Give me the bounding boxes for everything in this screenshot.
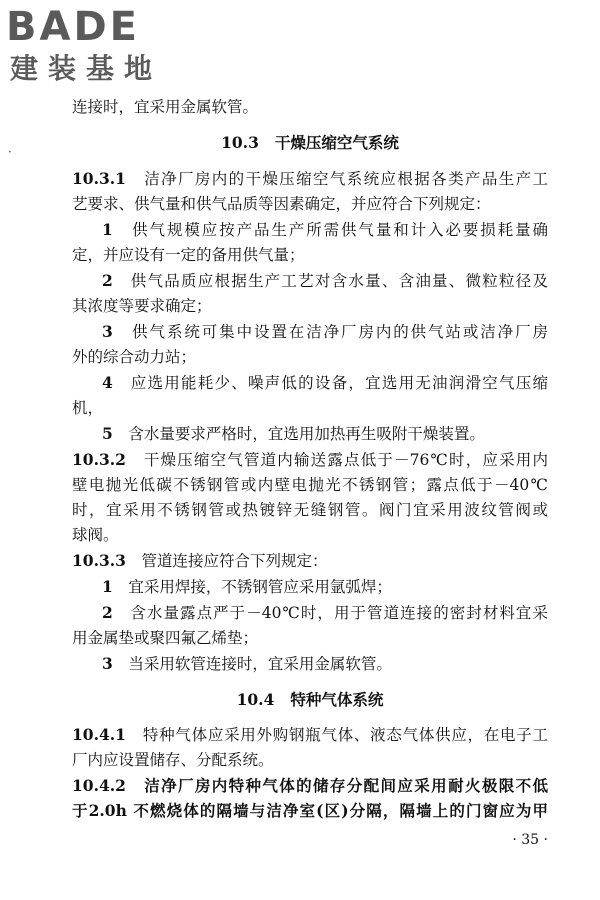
list-item: 2 供气品质应根据生产工艺对含水量、含油量、微粒粒径及 — [102, 271, 548, 290]
list-item: 3 当采用软管连接时，宜采用金属软管。 — [102, 654, 392, 673]
logo-subtitle: 建装基地 — [10, 52, 163, 85]
clause-text-line: 艺要求、供气量和供气品质等因素确定，并应符合下列规定： — [72, 195, 491, 213]
list-item-continuation: 外的综合动力站； — [72, 348, 197, 366]
section-heading-10-3 — [72, 132, 548, 154]
list-item: 1 供气规模应按产品生产所需供气量和计入必要损耗量确 — [102, 220, 548, 239]
continued-line: 连接时，宜采用金属软管。 — [72, 98, 259, 116]
clause-text-line: 壁电抛光低碳不锈钢管或内壁电抛光不锈钢管；露点低于－40℃ — [72, 476, 548, 494]
clause-number: 10.4.1 — [72, 725, 126, 744]
list-item-continuation: 机， — [72, 399, 104, 417]
section-title: 干燥压缩空气系统 — [274, 133, 399, 152]
list-item: 1 宜采用焊接，不锈钢管应采用氩弧焊； — [102, 577, 392, 596]
logo-brand-text: BADE — [6, 4, 140, 50]
clause-text-line: 于2.0h 不燃烧体的隔墙与洁净室(区)分隔，隔墙上的门窗应为甲 — [72, 801, 548, 820]
section-heading-10-4 — [72, 689, 548, 711]
section-title: 特种气体系统 — [290, 690, 384, 709]
clause-10-4-1: 10.4.1 特种气体应采用外购钢瓶气体、液态气体供应，在电子工 — [72, 725, 548, 744]
bade-logo — [6, 4, 176, 94]
list-item-continuation: 其浓度等要求确定； — [72, 297, 212, 315]
clause-10-3-3: 10.3.3 管道连接应符合下列规定： — [72, 551, 328, 570]
clause-number: 10.3.3 — [72, 551, 126, 570]
list-item: 3 供气系统可集中设置在洁净厂房内的供气站或洁净厂房 — [102, 322, 548, 341]
section-number: 10.4 — [236, 690, 275, 709]
page-number: · 35 · — [512, 832, 548, 848]
list-item-continuation: 定，并应设有一定的备用供气量； — [72, 246, 305, 264]
clause-text-line: 球阀。 — [72, 526, 119, 544]
clause-number: 10.3.1 — [72, 169, 126, 188]
clause-10-3-2: 10.3.2 干燥压缩空气管道内输送露点低于－76℃时，应采用内 — [72, 450, 548, 469]
clause-10-4-2: 10.4.2 洁净厂房内特种气体的储存分配间应采用耐火极限不低 — [72, 776, 548, 795]
section-number: 10.3 — [221, 133, 259, 152]
list-item: 2 含水量露点严于－40℃时，用于管道连接的密封材料宜采 — [102, 603, 548, 622]
clause-number: 10.3.2 — [72, 450, 126, 469]
clause-number: 10.4.2 — [72, 776, 126, 795]
clause-text-line: 厂内应设置储存、分配系统。 — [72, 751, 274, 769]
list-item: 4 应选用能耗少、噪声低的设备，宜选用无油润滑空气压缩 — [102, 373, 548, 392]
list-item: 5 含水量要求严格时，宜选用加热再生吸附干燥装置。 — [102, 424, 485, 443]
clause-10-3-1: 10.3.1 洁净厂房内的干燥压缩空气系统应根据各类产品生产工 — [72, 169, 548, 188]
list-item-continuation: 用金属垫或聚四氟乙烯垫； — [72, 629, 259, 647]
stray-dot: · — [8, 145, 12, 159]
clause-text-line: 时，宜采用不锈钢管或热镀锌无缝钢管。阀门宜采用波纹管阀或 — [72, 501, 548, 519]
